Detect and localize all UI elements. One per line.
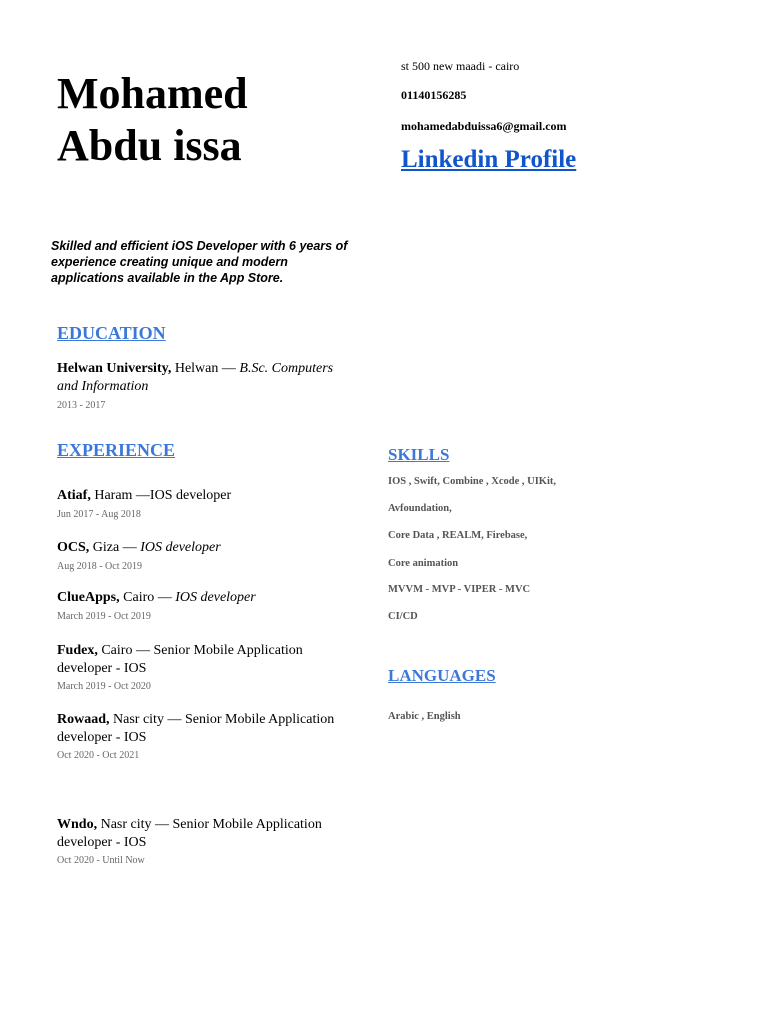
first-name: Mohamed xyxy=(57,69,248,118)
entry-location: Helwan — xyxy=(171,361,240,376)
entry-title xyxy=(57,816,332,851)
entry-role: B.Sc. Computers and Information xyxy=(57,361,334,394)
phone-number: 01140156285 xyxy=(401,88,467,102)
entry-location: Giza — xyxy=(89,540,141,555)
experience-entry xyxy=(57,642,317,692)
entry-dates: 2013 - 2017 xyxy=(57,400,106,411)
entry-dates: Jun 2017 - Aug 2018 xyxy=(57,508,141,520)
languages-list: Arabic , English xyxy=(388,711,461,722)
education-entry xyxy=(57,360,357,411)
experience-heading: EXPERIENCE xyxy=(57,440,176,460)
entry-org: Helwan University, xyxy=(57,361,172,376)
entry-details: Haram —IOS developer xyxy=(90,488,232,503)
skills-heading: SKILLS xyxy=(388,445,450,464)
entry-details: Nasr city — Senior Mobile Application developer - IOS xyxy=(57,817,322,850)
entry-org: Wndo, xyxy=(57,817,98,832)
education-heading: EDUCATION xyxy=(57,323,166,343)
experience-entry xyxy=(57,539,357,572)
entry-dates: Oct 2020 - Until Now xyxy=(57,855,145,866)
candidate-name xyxy=(57,68,248,172)
entry-title xyxy=(57,487,357,505)
skill-line: IOS , Swift, Combine , Xcode , UIKit, xyxy=(388,476,557,487)
experience-entry xyxy=(57,589,357,622)
entry-org: Rowaad, xyxy=(57,712,110,727)
experience-entry xyxy=(57,816,332,866)
entry-role: IOS developer xyxy=(140,540,221,555)
entry-details: Nasr city — Senior Mobile Application developer - IOS xyxy=(57,712,335,745)
entry-title xyxy=(57,589,357,607)
email-address: mohamedabduissa6@gmail.com xyxy=(401,119,567,133)
entry-dates: March 2019 - Oct 2020 xyxy=(57,681,151,692)
skill-line: CI/CD xyxy=(388,611,418,622)
entry-org: OCS, xyxy=(57,540,90,555)
entry-role: IOS developer xyxy=(175,590,256,605)
skill-line: MVVM - MVP - VIPER - MVC xyxy=(388,584,531,595)
experience-entry xyxy=(57,711,342,761)
entry-dates: Oct 2020 - Oct 2021 xyxy=(57,750,140,761)
languages-heading: LANGUAGES xyxy=(388,666,496,685)
last-name: Abdu issa xyxy=(57,121,242,170)
entry-org: Fudex, xyxy=(57,643,98,658)
entry-location: Cairo — xyxy=(119,590,176,605)
linkedin-profile-link[interactable]: Linkedin Profile xyxy=(401,146,577,173)
entry-org: Atiaf, xyxy=(57,488,91,503)
entry-title xyxy=(57,642,317,677)
skill-line: Avfoundation, xyxy=(388,503,452,514)
entry-details: Cairo — Senior Mobile Application developer - IOS xyxy=(57,643,303,676)
entry-dates: Aug 2018 - Oct 2019 xyxy=(57,560,142,572)
entry-title xyxy=(57,360,357,395)
entry-org: ClueApps, xyxy=(57,590,120,605)
entry-title xyxy=(57,711,342,746)
skill-line: Core animation xyxy=(388,558,459,569)
entry-title xyxy=(57,539,357,557)
address: st 500 new maadi - cairo xyxy=(401,59,520,73)
experience-entry xyxy=(57,487,357,520)
summary: Skilled and efficient iOS Developer with 6 years of experience creating unique and modern applications available in the App Store. xyxy=(51,239,348,285)
skill-line: Core Data , REALM, Firebase, xyxy=(388,530,528,541)
entry-dates: March 2019 - Oct 2019 xyxy=(57,610,151,622)
